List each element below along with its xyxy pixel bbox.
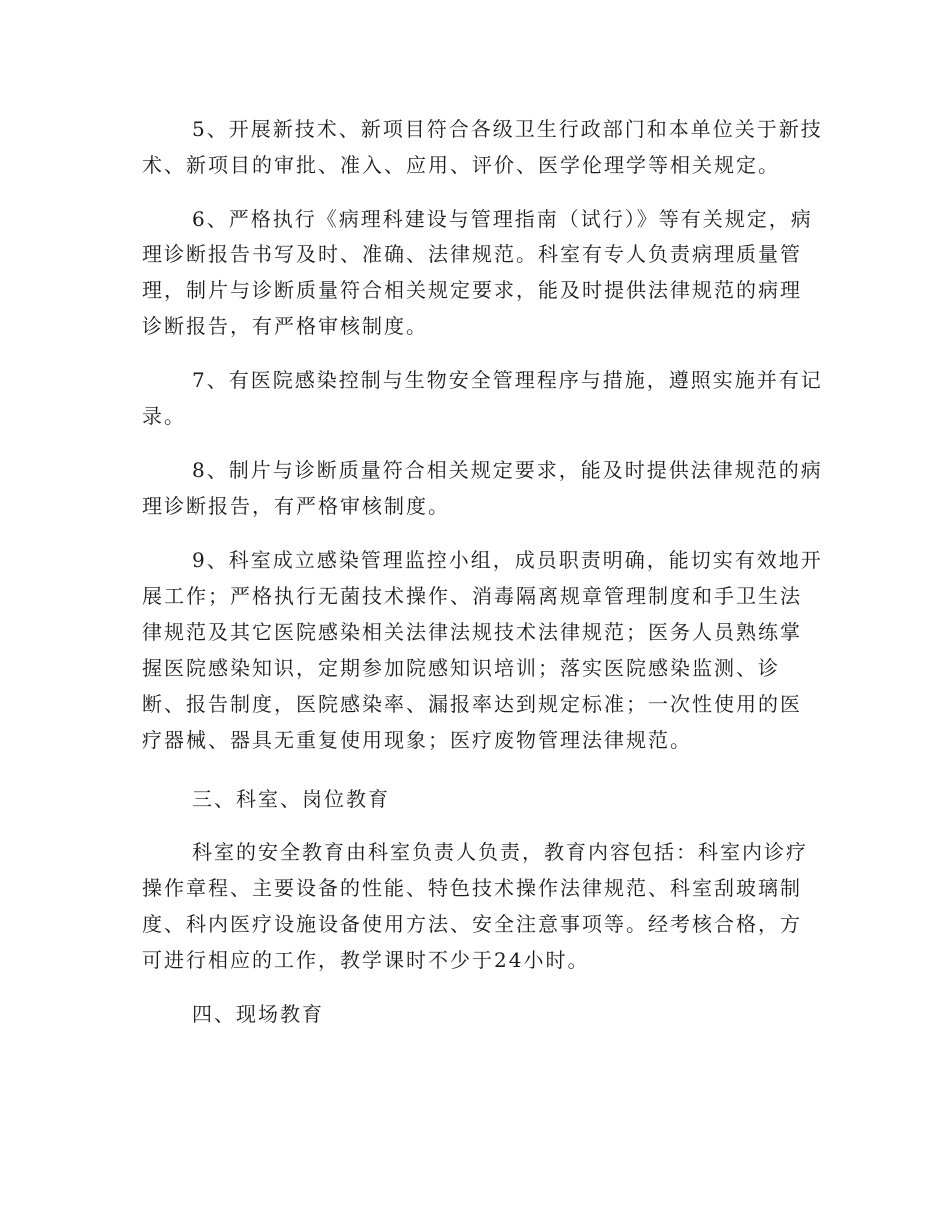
section-heading-4: 四、现场教育	[192, 1002, 324, 1026]
paragraph-line: 9、科室成立感染管理监控小组，成员职责明确，能切实有效地开	[192, 548, 823, 572]
paragraph-line: 疗器械、器具无重复使用现象；医疗废物管理法律规范。	[142, 728, 692, 752]
paragraph-line: 断、报告制度，医院感染率、漏报率达到规定标准；一次性使用的医	[142, 692, 802, 716]
paragraph-line: 8、制片与诊断质量符合相关规定要求，能及时提供法律规范的病	[192, 458, 823, 482]
paragraph-line: 理诊断报告书写及时、准确、法律规范。科室有专人负责病理质量管	[142, 242, 802, 266]
paragraph-line: 诊断报告，有严格审核制度。	[142, 314, 428, 338]
paragraph-line: 5、开展新技术、新项目符合各级卫生行政部门和本单位关于新技	[192, 117, 823, 141]
paragraph-line: 可进行相应的工作，教学课时不少于24小时。	[142, 948, 590, 972]
paragraph-line: 6、严格执行《病理科建设与管理指南（试行）》等有关规定，病	[192, 207, 813, 231]
paragraph-line: 术、新项目的审批、准入、应用、评价、医学伦理学等相关规定。	[142, 153, 780, 177]
paragraph-line: 操作章程、主要设备的性能、特色技术操作法律规范、科室刮玻璃制	[142, 876, 802, 900]
paragraph-line: 度、科内医疗设施设备使用方法、安全注意事项等。经考核合格，方	[142, 912, 802, 936]
section-heading-3: 三、科室、岗位教育	[192, 787, 390, 811]
paragraph-line: 7、有医院感染控制与生物安全管理程序与措施，遵照实施并有记	[192, 368, 823, 392]
paragraph-line: 展工作；严格执行无菌技术操作、消毒隔离规章管理制度和手卫生法	[142, 584, 802, 608]
paragraph-line: 录。	[142, 404, 186, 428]
paragraph-line: 理，制片与诊断质量符合相关规定要求，能及时提供法律规范的病理	[142, 278, 802, 302]
paragraph-line: 握医院感染知识，定期参加院感知识培训；落实医院感染监测、诊	[142, 656, 780, 680]
paragraph-line: 理诊断报告，有严格审核制度。	[142, 494, 450, 518]
paragraph-line: 律规范及其它医院感染相关法律法规技术法律规范；医务人员熟练掌	[142, 620, 802, 644]
paragraph-line: 科室的安全教育由科室负责人负责，教育内容包括：科室内诊疗	[192, 840, 808, 864]
